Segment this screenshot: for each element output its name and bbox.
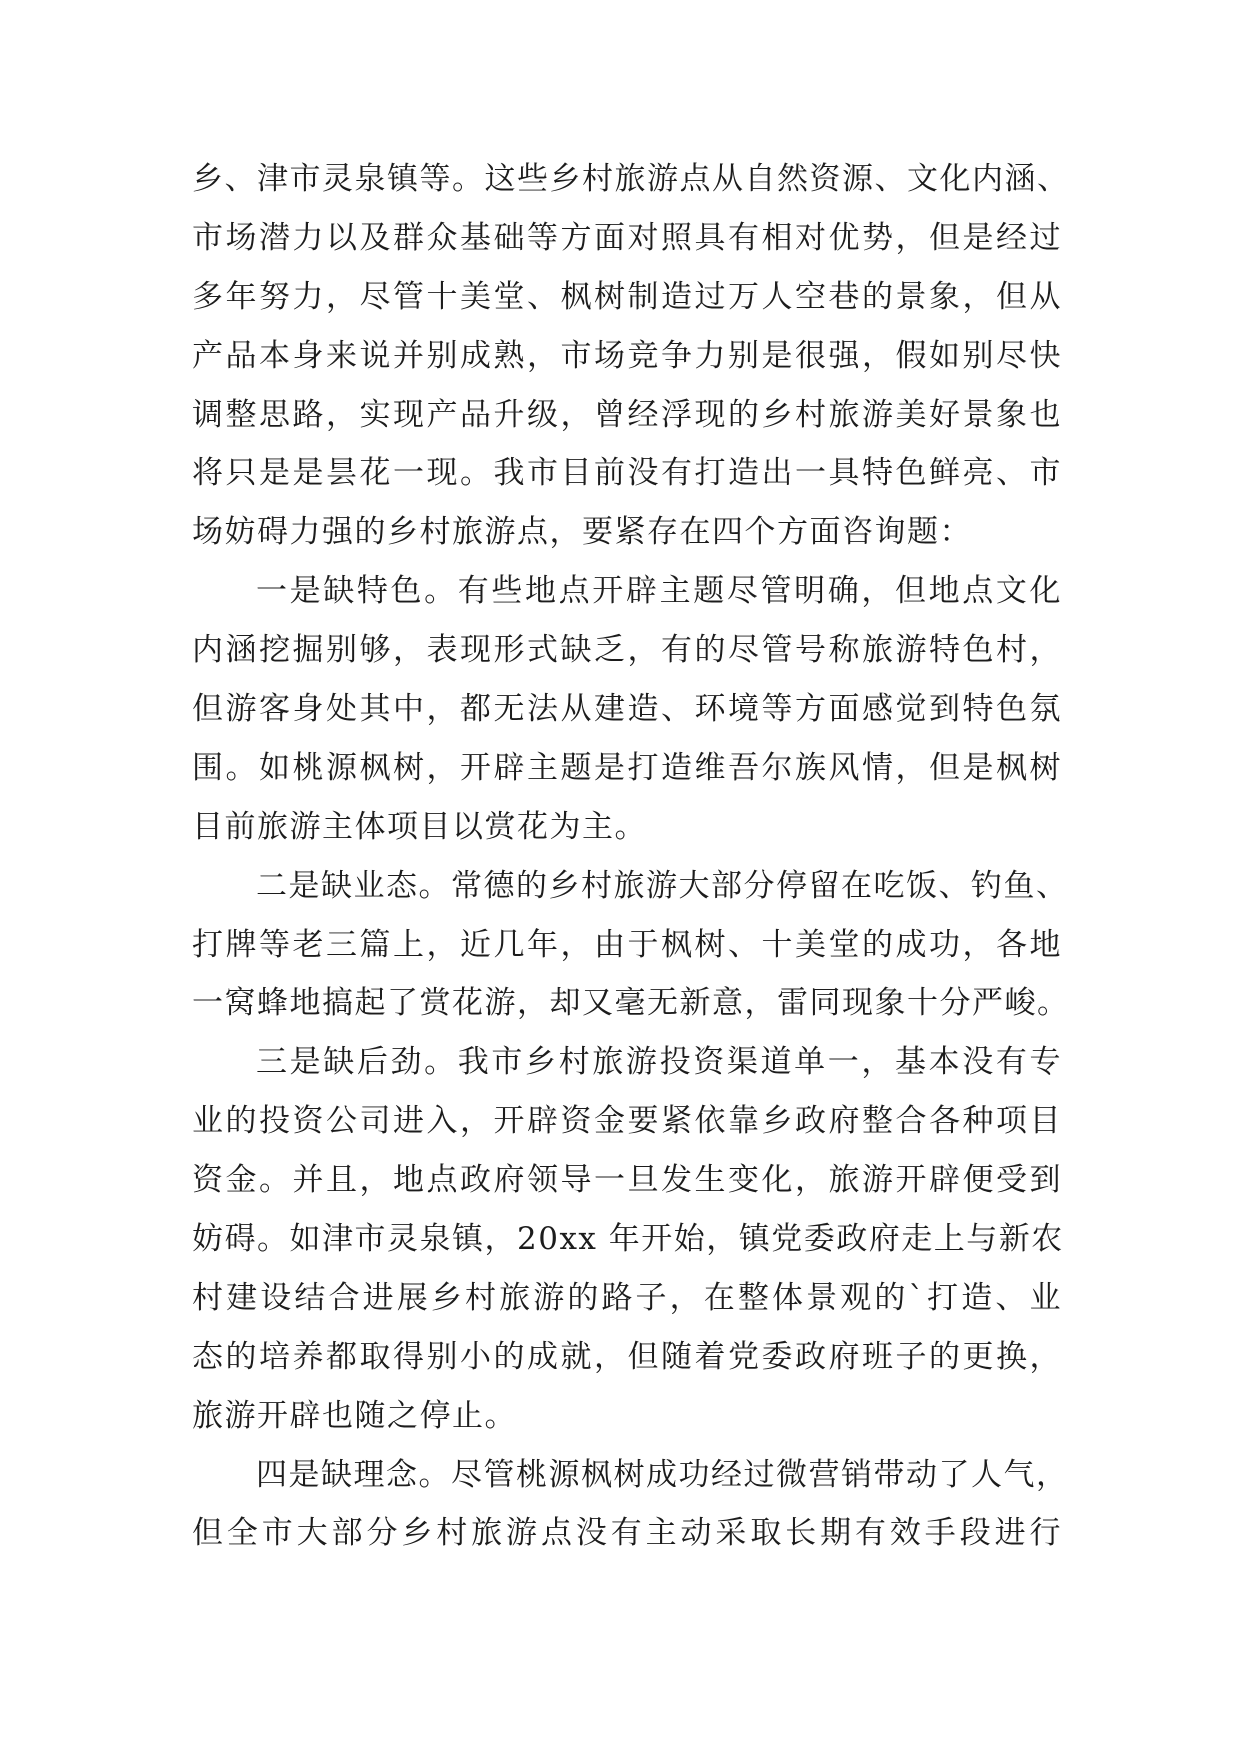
- text-line: 市场潜力以及群众基础等方面对照具有相对优势，但是经过: [192, 219, 1062, 256]
- text-line: 旅游开辟也随之停止。: [192, 1397, 517, 1434]
- text-line: 态的培养都取得别小的成就，但随着党委政府班子的更换，: [192, 1338, 1062, 1375]
- text-line: 一是缺特色。有些地点开辟主题尽管明确，但地点文化: [256, 573, 1062, 610]
- text-line: 场妨碍力强的乡村旅游点，要紧存在四个方面咨询题：: [192, 514, 972, 551]
- paragraph-4: [192, 1033, 1062, 1445]
- text-line: 但全市大部分乡村旅游点没有主动采取长期有效手段进行: [192, 1515, 1062, 1552]
- text-line: 村建设结合进展乡村旅游的路子，在整体景观的`打造、业: [192, 1279, 1062, 1316]
- text-line: 调整思路，实现产品升级，曾经浮现的乡村旅游美好景象也: [192, 396, 1062, 433]
- text-line: 业的投资公司进入，开辟资金要紧依靠乡政府整合各种项目: [192, 1103, 1062, 1140]
- text-line: 乡、津市灵泉镇等。这些乡村旅游点从自然资源、文化内涵、: [192, 161, 1070, 197]
- paragraph-5: [192, 1446, 1069, 1564]
- text-line: 资金。并且，地点政府领导一旦发生变化，旅游开辟便受到: [192, 1162, 1062, 1199]
- text-line: 多年努力，尽管十美堂、枫树制造过万人空巷的景象，但从: [192, 278, 1062, 315]
- text-line: 围。如桃源枫树，开辟主题是打造维吾尔族风情，但是枫树: [192, 749, 1062, 786]
- text-line: 妨碍。如津市灵泉镇，20xx 年开始，镇党委政府走上与新农: [192, 1221, 1064, 1258]
- text-line: 将只是是昙花一现。我市目前没有打造出一具特色鲜亮、市: [192, 455, 1062, 492]
- text-line: 四是缺理念。尽管桃源枫树成功经过微营销带动了人气，: [256, 1456, 1069, 1493]
- text-line: 产品本身来说并别成熟，市场竞争力别是很强，假如别尽快: [192, 337, 1062, 374]
- paragraph-3: [192, 857, 1070, 1034]
- text-line: 目前旅游主体项目以赏花为主。: [192, 808, 647, 845]
- text-line: 一窝蜂地搞起了赏花游，却又毫无新意，雷同现象十分严峻。: [192, 985, 1070, 1022]
- paragraph-2: [192, 562, 1062, 856]
- text-line: 二是缺业态。常德的乡村旅游大部分停留在吃饭、钓鱼、: [256, 867, 1069, 904]
- document-body: [192, 150, 1070, 1563]
- paragraph-1: [192, 150, 1070, 562]
- text-line: 打牌等老三篇上，近几年，由于枫树、十美堂的成功，各地: [192, 926, 1062, 963]
- text-line: 三是缺后劲。我市乡村旅游投资渠道单一，基本没有专: [256, 1044, 1062, 1081]
- text-line: 但游客身处其中，都无法从建造、环境等方面感觉到特色氛: [192, 691, 1062, 728]
- text-line: 内涵挖掘别够，表现形式缺乏，有的尽管号称旅游特色村，: [192, 632, 1062, 669]
